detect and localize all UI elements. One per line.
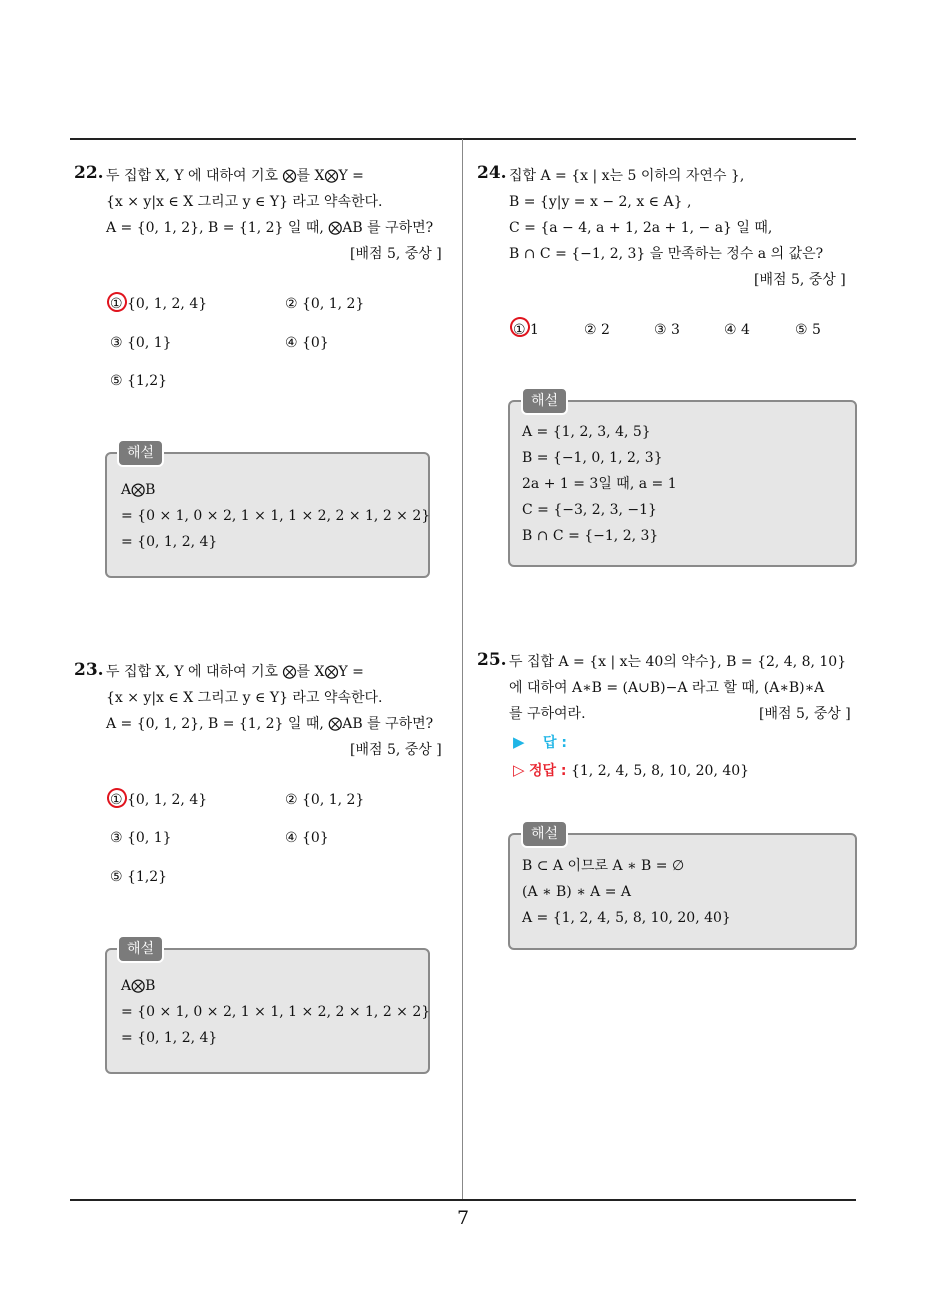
choice-1[interactable]: ① 1 [513,322,539,338]
solution-tag: 해설 [117,935,164,963]
top-rule [70,138,856,140]
choice-4[interactable]: ④ {0} [285,335,329,351]
solution-line: A = {1, 2, 3, 4, 5} [522,424,651,440]
solution-line: B ∩ C = {−1, 2, 3} [522,528,659,544]
solution-line: = {0, 1, 2, 4} [121,1030,218,1046]
solution-line: A = {1, 2, 4, 5, 8, 10, 20, 40} [522,910,731,926]
question-text-line: {x × y|x ∈ X 그리고 y ∈ Y} 라고 약속한다. [106,194,383,210]
score-label: [배점 5, 중상 ] [754,272,846,288]
question-text-line: B = {y|y = x − 2, x ∈ A} , [509,194,692,210]
solution-line: B = {−1, 0, 1, 2, 3} [522,450,663,466]
solution-line: = {0, 1, 2, 4} [121,534,218,550]
choice-4[interactable]: ④ {0} [285,830,329,846]
choice-4[interactable]: ④ 4 [724,322,750,338]
solution-line: A⨂B [121,482,156,498]
solution-line: C = {−3, 2, 3, −1} [522,502,657,518]
answer-label: 답 : [543,735,567,751]
score-label: [배점 5, 중상 ] [350,246,442,262]
question-number: 24. [477,163,507,183]
correct-answer-value: {1, 2, 4, 5, 8, 10, 20, 40} [570,763,750,779]
choice-3[interactable]: ③ 3 [654,322,680,338]
question-text-line: A = {0, 1, 2}, B = {1, 2} 일 때, ⨂AB 를 구하면? [106,220,434,236]
solution-line: 2a + 1 = 3일 때, a = 1 [522,476,677,492]
question-text-line: {x × y|x ∈ X 그리고 y ∈ Y} 라고 약속한다. [106,690,383,706]
choice-5[interactable]: ⑤ {1,2} [110,373,168,389]
score-label: [배점 5, 중상 ] [759,706,851,722]
choice-1[interactable]: ① {0, 1, 2, 4} [110,792,208,808]
question-number: 22. [74,163,104,183]
solution-line: B ⊂ A 이므로 A ∗ B = ∅ [522,858,685,874]
choice-3[interactable]: ③ {0, 1} [110,830,172,846]
choice-5[interactable]: ⑤ 5 [795,322,821,338]
question-number: 23. [74,660,104,680]
solution-line: (A ∗ B) ∗ A = A [522,884,632,900]
solution-tag: 해설 [117,439,164,467]
question-text-line: B ∩ C = {−1, 2, 3} 을 만족하는 정수 a 의 값은? [509,246,824,262]
question-text-line: A = {0, 1, 2}, B = {1, 2} 일 때, ⨂AB 를 구하면? [106,716,434,732]
correct-answer-label: 정답 : [529,763,567,779]
play-arrow-icon: ▶ [513,733,525,751]
question-text-line: C = {a − 4, a + 1, 2a + 1, − a} 일 때, [509,220,773,236]
choice-2[interactable]: ② 2 [584,322,610,338]
choice-3[interactable]: ③ {0, 1} [110,335,172,351]
column-divider [462,139,463,1200]
page-number: 7 [457,1207,470,1229]
question-text-line: 를 구하여라. [509,706,586,722]
outline-arrow-icon: ▷ [513,761,525,779]
answer-row [513,732,567,753]
question-text-line: 집합 A = {x | x는 5 이하의 자연수 }, [509,168,745,184]
choice-1[interactable]: ① {0, 1, 2, 4} [110,296,208,312]
solution-line: = {0 × 1, 0 × 2, 1 × 1, 1 × 2, 2 × 1, 2 × 2} [121,508,431,524]
choice-2[interactable]: ② {0, 1, 2} [285,792,365,808]
choice-5[interactable]: ⑤ {1,2} [110,869,168,885]
bottom-rule [70,1199,856,1201]
question-text-line: 두 집합 X, Y 에 대하여 기호 ⨂를 X⨂Y = [106,168,364,184]
solution-line: = {0 × 1, 0 × 2, 1 × 1, 1 × 2, 2 × 1, 2 × 2} [121,1004,431,1020]
score-label: [배점 5, 중상 ] [350,742,442,758]
choice-2[interactable]: ② {0, 1, 2} [285,296,365,312]
solution-tag: 해설 [521,387,568,415]
question-text-line: 두 집합 A = {x | x는 40의 약수}, B = {2, 4, 8, 10} [509,654,847,670]
solution-tag: 해설 [521,820,568,848]
correct-answer-row [513,760,749,781]
solution-line: A⨂B [121,978,156,994]
question-text-line: 두 집합 X, Y 에 대하여 기호 ⨂를 X⨂Y = [106,664,364,680]
question-number: 25. [477,650,507,670]
question-text-line: 에 대하여 A∗B = (A∪B)−A 라고 할 때, (A∗B)∗A [509,680,825,696]
